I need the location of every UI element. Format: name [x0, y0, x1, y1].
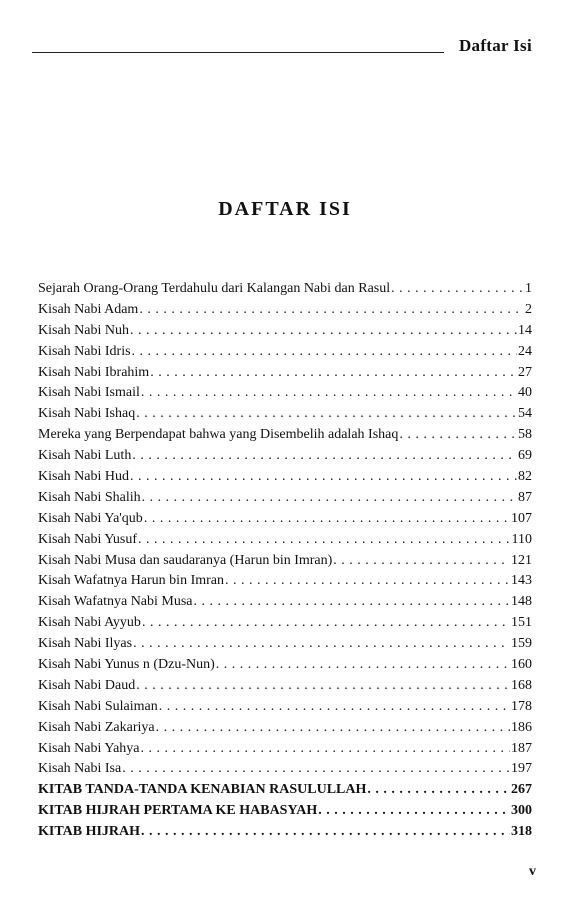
- dot-leader: [391, 279, 524, 300]
- toc-entry-page: 300: [511, 803, 532, 819]
- toc-entry-title: Kisah Nabi Yunus n (Dzu-Nun): [38, 657, 215, 673]
- dot-leader: [141, 383, 517, 404]
- toc-entry-title: Kisah Nabi Ismail: [38, 385, 140, 401]
- toc-entry: [38, 488, 532, 509]
- toc-entry-page: 27: [518, 364, 532, 380]
- dot-leader: [142, 613, 510, 634]
- toc-entry-page: 160: [511, 657, 532, 673]
- dot-leader: [136, 676, 510, 697]
- toc-entry: [38, 676, 532, 697]
- toc-entry: [38, 383, 532, 404]
- toc-entry-page: 107: [511, 510, 532, 526]
- toc-entry: [38, 300, 532, 321]
- page-title: DAFTAR ISI: [218, 198, 352, 220]
- dot-leader: [141, 822, 510, 843]
- toc-entry: [38, 759, 532, 780]
- toc-entry: [38, 801, 532, 822]
- dot-leader: [216, 655, 510, 676]
- toc-entry-page: 143: [511, 573, 532, 589]
- toc-entry-title: Kisah Nabi Zakariya: [38, 719, 155, 735]
- dot-leader: [150, 363, 517, 384]
- toc-entry-title: Kisah Nabi Yahya: [38, 740, 140, 756]
- toc-entry: [38, 592, 532, 613]
- toc-entry-title: Mereka yang Berpendapat bahwa yang Disembelih adalah Ishaq: [38, 427, 399, 443]
- toc-entry-title: Kisah Nabi Ayyub: [38, 615, 141, 631]
- toc-entry-title: KITAB HIJRAH PERTAMA KE HABASYAH: [38, 803, 318, 819]
- toc-entry: [38, 446, 532, 467]
- dot-leader: [133, 634, 510, 655]
- toc-entry-title: Kisah Wafatnya Harun bin Imran: [38, 573, 224, 589]
- dot-leader: [122, 759, 510, 780]
- dot-leader: [139, 300, 524, 321]
- dot-leader: [142, 488, 517, 509]
- toc-entry: [38, 551, 532, 572]
- toc-entry-page: 69: [518, 448, 532, 464]
- toc-entry: [38, 718, 532, 739]
- toc-entry: [38, 279, 532, 300]
- toc-entry-page: 87: [518, 489, 532, 505]
- dot-leader: [367, 780, 510, 801]
- toc-entry-page: 40: [518, 385, 532, 401]
- toc-entry: [38, 342, 532, 363]
- toc-entry: [38, 780, 532, 801]
- dot-leader: [159, 697, 510, 718]
- toc-entry-page: 121: [511, 552, 532, 568]
- dot-leader: [318, 801, 510, 822]
- page-number: v: [529, 864, 536, 879]
- dot-leader: [194, 592, 510, 613]
- toc-entry-page: 159: [511, 636, 532, 652]
- toc-entry-title: Kisah Nabi Sulaiman: [38, 698, 158, 714]
- dot-leader: [399, 425, 517, 446]
- toc-entry-title: Kisah Nabi Idris: [38, 343, 131, 359]
- toc-entry: [38, 697, 532, 718]
- toc-entry-page: 168: [511, 677, 532, 693]
- toc-entry: [38, 467, 532, 488]
- toc-entry-title: Kisah Nabi Shalih: [38, 489, 141, 505]
- toc-entry-page: 110: [511, 531, 532, 547]
- toc-entry: [38, 571, 532, 592]
- toc-entry-title: Kisah Nabi Yusuf: [38, 531, 138, 547]
- toc-entry-title: Kisah Nabi Daud: [38, 677, 136, 693]
- toc-entry-page: 187: [511, 740, 532, 756]
- toc-entry-title: Kisah Nabi Adam: [38, 301, 139, 317]
- dot-leader: [156, 718, 510, 739]
- toc-entry-page: 14: [518, 322, 532, 338]
- toc-entry-page: 1: [525, 281, 532, 296]
- toc-entry-title: Kisah Nabi Luth: [38, 448, 132, 464]
- toc-entry-page: 82: [518, 469, 532, 485]
- toc-entry-title: Kisah Nabi Hud: [38, 469, 129, 485]
- toc-entry-page: 54: [518, 406, 532, 422]
- toc-entry: [38, 363, 532, 384]
- dot-leader: [130, 321, 517, 342]
- toc-entry-title: Sejarah Orang-Orang Terdahulu dari Kalangan Nabi dan Rasul: [38, 281, 391, 296]
- running-header: [32, 36, 532, 58]
- toc-entry-title: Kisah Nabi Isa: [38, 761, 122, 777]
- toc-entry-title: Kisah Nabi Ishaq: [38, 406, 136, 422]
- dot-leader: [136, 404, 517, 425]
- toc-entry: [38, 655, 532, 676]
- toc-entry: [38, 613, 532, 634]
- dot-leader: [132, 342, 517, 363]
- toc-entry: [38, 321, 532, 342]
- toc-entry-title: Kisah Nabi Ya'qub: [38, 510, 143, 526]
- toc-entry-title: Kisah Nabi Ibrahim: [38, 364, 150, 380]
- toc-entry-page: 197: [511, 761, 532, 777]
- toc-entry: [38, 404, 532, 425]
- toc-entry: [38, 509, 532, 530]
- toc-entry-title: Kisah Nabi Musa dan saudaranya (Harun bin Imran): [38, 552, 333, 568]
- toc-entry-title: KITAB HIJRAH: [38, 824, 141, 840]
- dot-leader: [138, 530, 510, 551]
- toc-entry-page: 178: [511, 698, 532, 714]
- toc-entry: [38, 634, 532, 655]
- toc-entry-page: 186: [511, 719, 532, 735]
- dot-leader: [144, 509, 510, 530]
- toc-entry-page: 267: [511, 782, 532, 798]
- dot-leader: [225, 571, 510, 592]
- dot-leader: [130, 467, 517, 488]
- toc-entry: [38, 530, 532, 551]
- toc-entry-title: KITAB TANDA-TANDA KENABIAN RASULULLAH: [38, 782, 367, 798]
- toc-entry: [38, 822, 532, 843]
- toc-entry-page: 151: [511, 615, 532, 631]
- toc-entry: [38, 739, 532, 760]
- dot-leader: [141, 739, 511, 760]
- toc-entry: [38, 425, 532, 446]
- toc-entry-title: Kisah Nabi Nuh: [38, 322, 129, 338]
- toc-entry-page: 58: [518, 427, 532, 443]
- toc-entry-title: Kisah Wafatnya Nabi Musa: [38, 594, 193, 610]
- dot-leader: [132, 446, 517, 467]
- toc-entry-page: 2: [525, 301, 532, 317]
- toc-entry-page: 24: [518, 343, 532, 359]
- header-rule: [32, 52, 444, 53]
- header-title: Daftar Isi: [458, 36, 532, 55]
- table-of-contents: [38, 279, 532, 843]
- toc-entry-title: Kisah Nabi Ilyas: [38, 636, 133, 652]
- toc-entry-page: 148: [511, 594, 532, 610]
- toc-entry-page: 318: [511, 824, 532, 840]
- dot-leader: [333, 551, 510, 572]
